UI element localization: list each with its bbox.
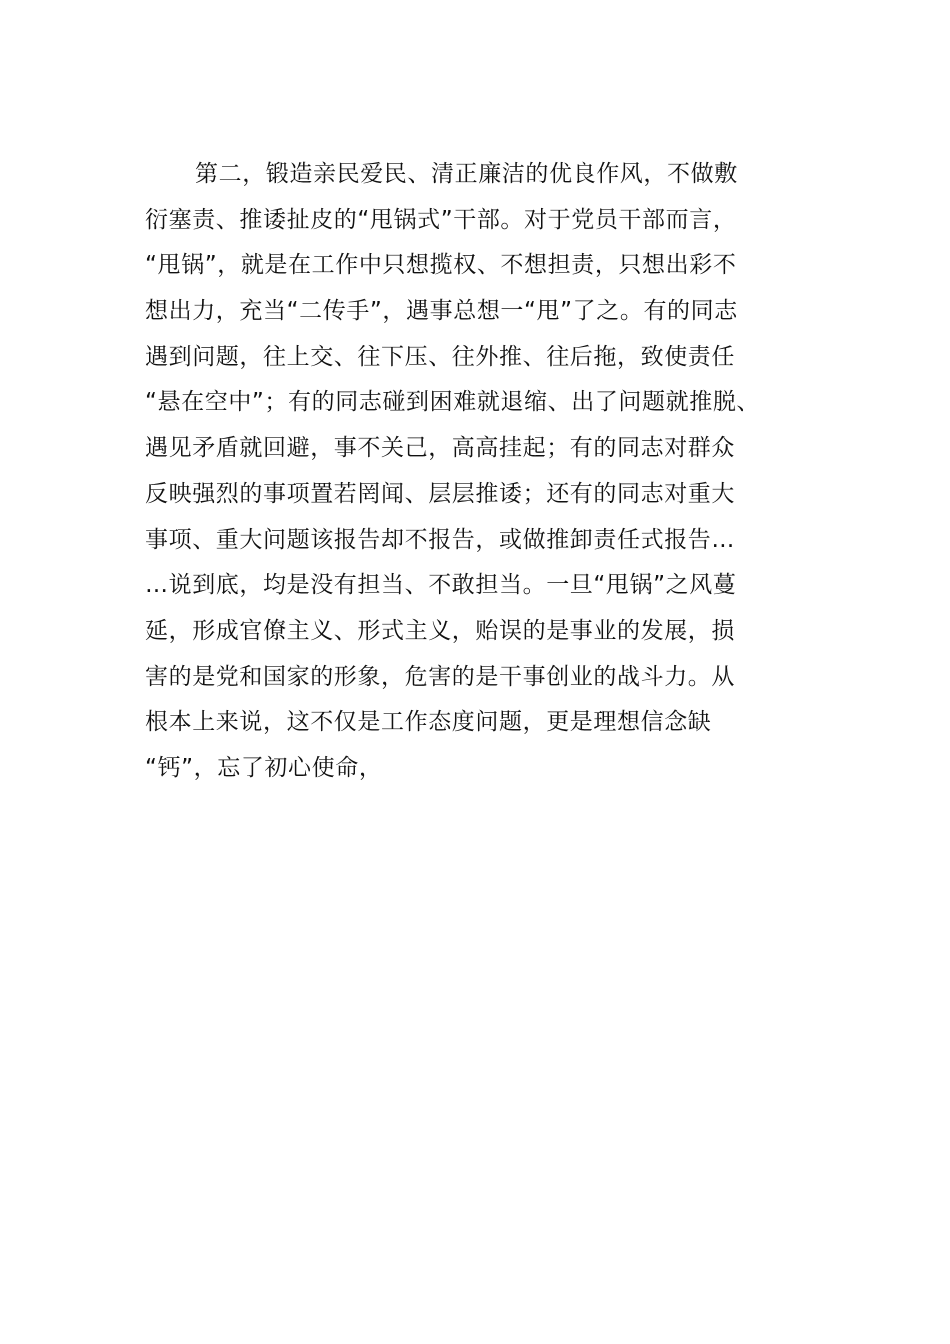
paragraph-line-3: “甩锅”，就是在工作中只想揽权、不想担责，只想出彩不: [145, 252, 737, 279]
paragraph-line-1: 第二，锻造亲民爱民、清正廉洁的优良作风，不做敷: [195, 161, 738, 187]
paragraph-line-8: 反映强烈的事项置若罔闻、层层推诿；还有的同志对重大: [145, 480, 735, 507]
paragraph-line-7: 遇见矛盾就回避，事不关己，高高挂起；有的同志对群众: [145, 435, 735, 462]
paragraph-line-5: 遇到问题，往上交、往下压、往外推、往后拖，致使责任: [145, 343, 735, 370]
paragraph-line-11: 延，形成官僚主义、形式主义，贻误的是事业的发展，损: [145, 617, 735, 644]
paragraph-line-4: 想出力，充当“二传手”，遇事总想一“甩”了之。有的同志: [145, 298, 738, 325]
paragraph-line-10: …说到底，均是没有担当、不敢担当。一旦“甩锅”之风蔓: [145, 572, 737, 599]
paragraph-line-6: “悬在空中”；有的同志碰到困难就退缩、出了问题就推脱、: [145, 389, 761, 416]
paragraph-line-12: 害的是党和国家的形象，危害的是干事创业的战斗力。从: [145, 663, 735, 690]
paragraph-line-14: “钙”，忘了初心使命，: [145, 754, 383, 781]
body-paragraph: [145, 152, 805, 792]
paragraph-line-9: 事项、重大问题该报告却不报告，或做推卸责任式报告…: [145, 526, 735, 553]
paragraph-line-2: 衍塞责、推诿扯皮的“甩锅式”干部。对于党员干部而言，: [145, 206, 737, 233]
paragraph-line-13: 根本上来说，这不仅是工作态度问题，更是理想信念缺: [145, 709, 712, 736]
